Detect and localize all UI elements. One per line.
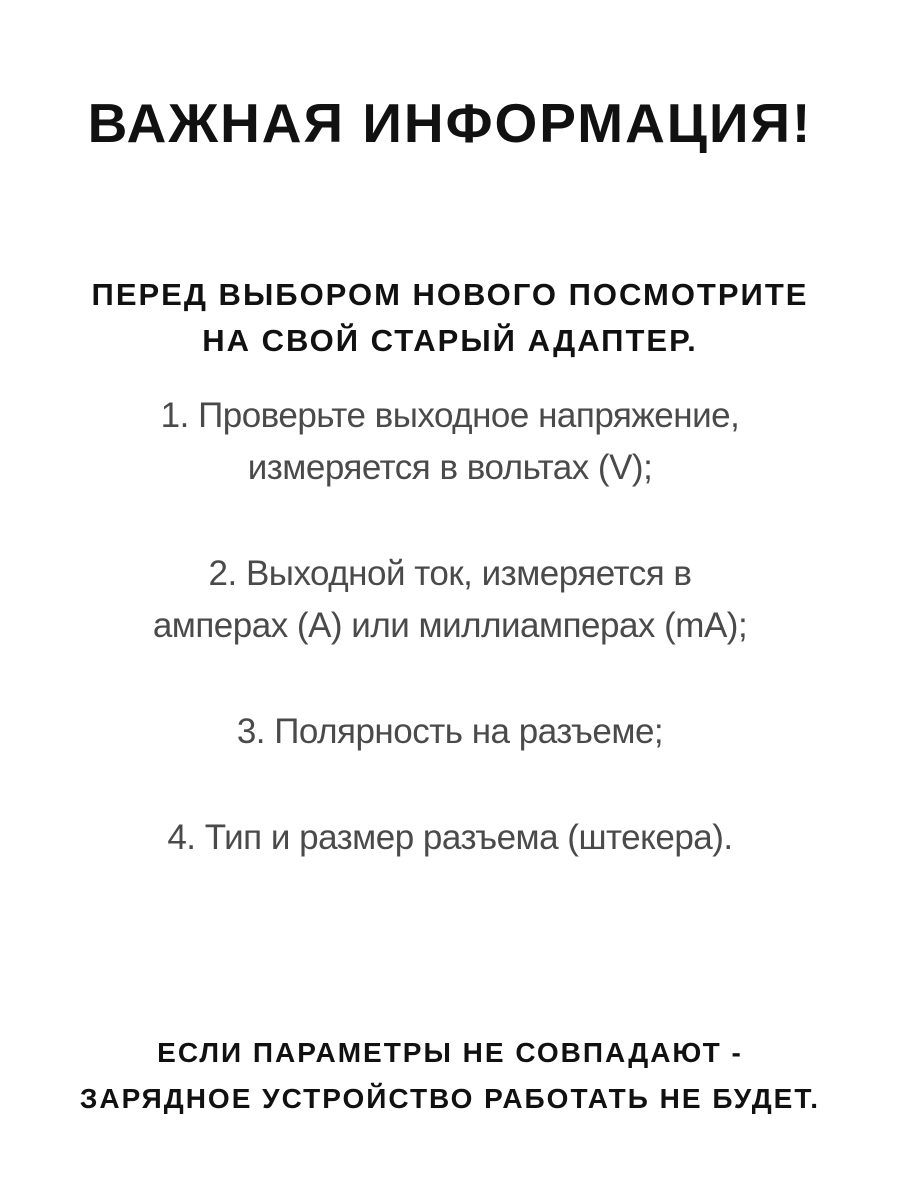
footer-line-1: ЕСЛИ ПАРАМЕТРЫ НЕ СОВПАДАЮТ -	[157, 1037, 743, 1068]
list-item-line: 1. Проверьте выходное напряжение,	[160, 396, 740, 435]
subtitle-line-1: ПЕРЕД ВЫБОРОМ НОВОГО ПОСМОТРИТЕ	[91, 277, 809, 312]
page-title: ВАЖНАЯ ИНФОРМАЦИЯ!	[87, 92, 813, 154]
list-item-line: 2. Выходной ток, измеряется в	[208, 554, 692, 593]
subtitle-line-2: НА СВОЙ СТАРЫЙ АДАПТЕР.	[202, 323, 698, 358]
footer-line-2: ЗАРЯДНОЕ УСТРОЙСТВО РАБОТАТЬ НЕ БУДЕТ.	[79, 1083, 821, 1114]
subtitle	[0, 272, 900, 364]
list-item-polarity	[0, 706, 900, 758]
list-item-line: амперах (А) или миллиамперах (mA);	[152, 606, 748, 645]
list-item-current	[0, 548, 900, 652]
list-item-connector	[0, 812, 900, 864]
warning-footer	[0, 1030, 900, 1122]
list-item-line: 4. Тип и размер разъема (штекера).	[167, 818, 733, 857]
list-item-voltage	[0, 390, 900, 494]
list-item-line: измеряется в вольтах (V);	[247, 448, 653, 487]
list-item-line: 3. Полярность на разъеме;	[236, 712, 664, 751]
